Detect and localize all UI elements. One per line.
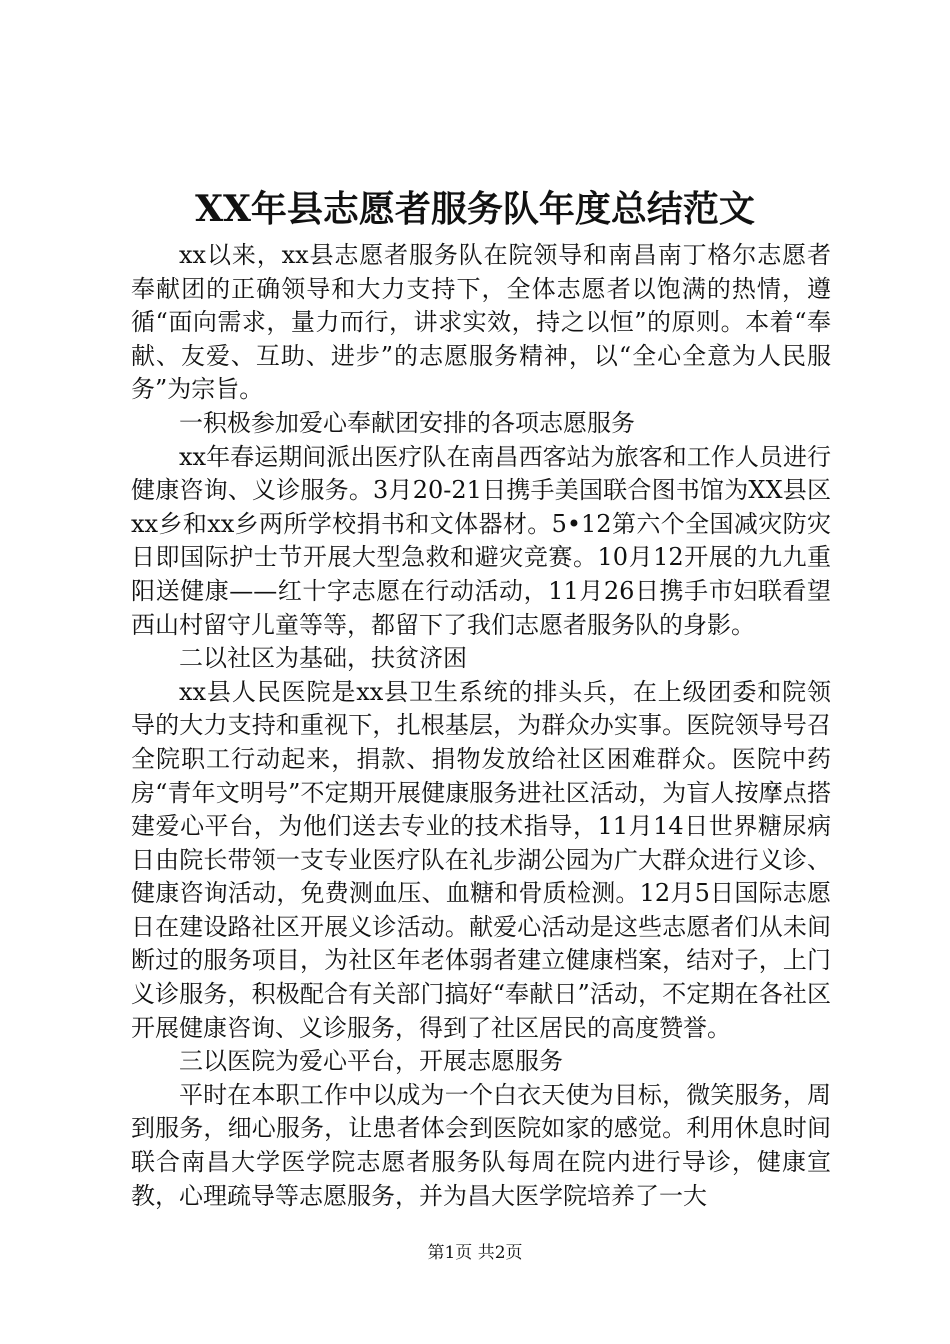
paragraph-section-1: xx年春运期间派出医疗队在南昌西客站为旅客和工作人员进行健康咨询、义诊服务。3月20-21日携手美国联合图书馆为XX县区xx乡和xx乡两所学校捐书和文体器材。5•12第六个全国减灾防灾日即国际护士节开展大型急救和避灾竞赛。10月12开展的九九重阳送健康——红十字志愿在行动活动，11月26日携手市妇联看望西山村留守儿童等等，都留下了我们志愿者服务队的身影。 [131,442,831,639]
document-body [131,239,831,1213]
section-heading-1: 一积极参加爱心奉献团安排的各项志愿服务 [179,408,635,437]
document-title: XX年县志愿者服务队年度总结范文 [195,188,755,230]
page-footer: 第1页 共2页 [427,1243,523,1263]
section-heading-2: 二以社区为基础，扶贫济困 [179,644,467,673]
section-heading-3: 三以医院为爱心平台，开展志愿服务 [179,1047,563,1076]
paragraph-section-2: xx县人民医院是xx县卫生系统的排头兵，在上级团委和院领导的大力支持和重视下，扎根基层，为群众办实事。医院领导号召全院职工行动起来，捐款、捐物发放给社区困难群众。医院中药房“青年文明号”不定期开展健康服务进社区活动，为盲人按摩点搭建爱心平台，为他们送去专业的技术指导，11月14日世界糖尿病日由院长带领一支专业医疗队在礼步湖公园为广大群众进行义诊、健康咨询活动，免费测血压、血糖和骨质检测。12月5日国际志愿日在建设路社区开展义诊活动。献爱心活动是这些志愿者们从未间断过的服务项目，为社区年老体弱者建立健康档案，结对子，上门义诊服务，积极配合有关部门搞好“奉献日”活动，不定期在各社区开展健康咨询、义诊服务，得到了社区居民的高度赞誉。 [131,677,831,1042]
paragraph-section-3: 平时在本职工作中以成为一个白衣天使为目标，微笑服务，周到服务，细心服务，让患者体会到医院如家的感觉。利用休息时间联合南昌大学医学院志愿者服务队每周在院内进行导诊，健康宣教，心理疏导等志愿服务，并为昌大医学院培养了一大 [131,1080,831,1210]
paragraph-intro: xx以来，xx县志愿者服务队在院领导和南昌南丁格尔志愿者奉献团的正确领导和大力支持下，全体志愿者以饱满的热情，遵循“面向需求，量力而行，讲求实效，持之以恒”的原则。本着“奉献、友爱、互助、进步”的志愿服务精神，以“全心全意为人民服务”为宗旨。 [131,241,831,404]
